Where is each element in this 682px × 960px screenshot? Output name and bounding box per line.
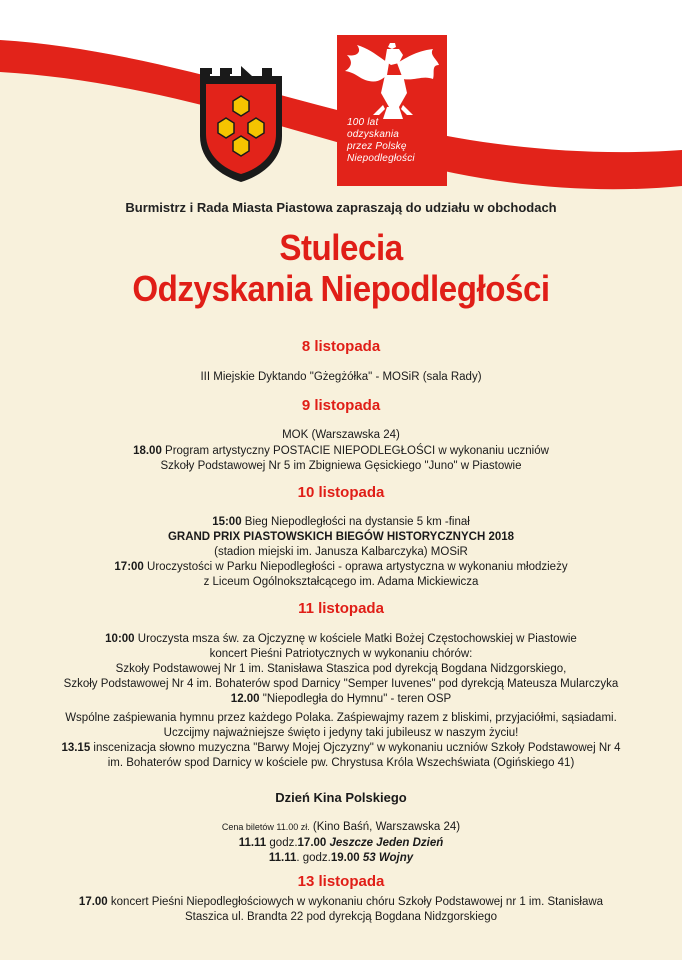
event-line — [0, 560, 682, 574]
event-text: Bieg Niepodległości na dystansie 5 km -finał — [241, 516, 470, 528]
event-line: im. Bohaterów spod Darnicy w kościele pw. Chrystusa Króla Wszechświata (Ogińskiego 41) — [107, 757, 575, 769]
event-time: 17.00 — [78, 896, 108, 908]
event-time: 12.00 — [230, 693, 260, 705]
emblem-caption-line: przez Polskę — [347, 141, 407, 152]
film-title: Jeszcze Jeden Dzień — [326, 837, 444, 849]
event-text: koncert Pieśni Niepodległościowych w wykonaniu chóru Szkoły Podstawowej nr 1 im. Stanisława — [107, 896, 604, 908]
emblem-caption-line: 100 lat — [347, 117, 379, 128]
event-line — [0, 895, 682, 909]
event-line — [0, 632, 682, 646]
event-text: Uroczystości w Parku Niepodległości - oprawa artystyczna w wykonaniu młodzieży — [143, 561, 568, 573]
date-heading-9: 9 listopada — [301, 397, 381, 414]
date-heading-8: 8 listopada — [301, 338, 381, 355]
event-line — [0, 820, 682, 834]
screening-time: 17.00 — [297, 837, 327, 849]
date-heading-11: 11 listopada — [298, 600, 384, 617]
event-line: (stadion miejski im. Janusza Kalbarczyka) MOSiR — [214, 546, 468, 558]
event-time: 17:00 — [114, 561, 144, 573]
kino-heading: Dzień Kina Polskiego — [275, 790, 407, 805]
event-time: 18.00 — [133, 445, 162, 457]
date-heading-10: 10 listopada — [297, 484, 385, 501]
coat-of-arms-icon — [196, 66, 286, 182]
event-line: Uczcijmy najważniejsze święto i jedyny taki jubileusz w naszym życiu! — [163, 727, 519, 739]
event-time: 15:00 — [212, 516, 242, 528]
event-text: Program artystyczny POSTACIE NIEPODLEGŁOŚCI w wykonaniu uczniów — [161, 445, 549, 457]
screening-date: 11.11 — [238, 837, 267, 849]
title-line-1: Stulecia — [279, 227, 403, 268]
emblem-caption-line: odzyskania — [347, 129, 400, 140]
godz-label: godz. — [266, 837, 298, 849]
event-time: 13.15 — [61, 742, 91, 754]
event-line: MOK (Warszawska 24) — [282, 429, 400, 441]
screening-time: 19.00 — [330, 852, 360, 864]
screening-line — [0, 851, 682, 865]
event-time: 10:00 — [105, 633, 135, 645]
event-text: Uroczysta msza św. za Ojczyznę w kościele Matki Bożej Częstochowskiej w Piastowie — [134, 633, 577, 645]
event-line: Staszica ul. Brandta 22 pod dyrekcją Bogdana Nidzgorskiego — [185, 911, 497, 923]
ticket-price: Cena biletów 11.00 zł. — [221, 822, 310, 832]
event-line: Wspólne zaśpiewania hymnu przez każdego Polaka. Zaśpiewajmy razem z bliskimi, przyjaciółmi, sąsiadami. — [65, 712, 617, 724]
event-line — [0, 692, 682, 706]
event-line: Szkoły Podstawowej Nr 1 im. Stanisława Staszica pod dyrekcją Bogdana Nidzgorskiego, — [115, 663, 567, 675]
intro-text: Burmistrz i Rada Miasta Piastowa zapraszają do udziału w obchodach — [125, 200, 557, 215]
date-heading-13: 13 listopada — [297, 873, 385, 890]
event-line: Szkoły Podstawowej Nr 5 im Zbigniewa Gęsickiego "Juno" w Piastowie — [160, 460, 522, 472]
emblem-caption-line: Niepodległości — [347, 153, 415, 164]
event-text: "Niepodległa do Hymnu" - teren OSP — [259, 693, 452, 705]
event-line — [0, 515, 682, 529]
event-line: GRAND PRIX PIASTOWSKICH BIEGÓW HISTORYCZNYCH 2018 — [167, 531, 515, 543]
event-line: koncert Pieśni Patriotycznych w wykonaniu chórów: — [209, 648, 473, 660]
film-title: 53 Wojny — [359, 852, 414, 864]
event-line — [0, 741, 682, 755]
title-line-2: Odzyskania Niepodległości — [132, 268, 550, 309]
godz-label: . godz. — [296, 852, 331, 864]
centenary-emblem — [337, 35, 447, 186]
event-line: z Liceum Ogólnokształcącego im. Adama Mickiewicza — [203, 576, 479, 588]
screening-date: 11.11 — [268, 852, 297, 864]
event-line — [0, 444, 682, 458]
event-text: inscenizacja słowno muzyczna "Barwy Mojej Ojczyzny" w wykonaniu uczniów Szkoły Podstawowej Nr 4 — [90, 742, 621, 754]
event-line: III Miejskie Dyktando "Gżegżółka" - MOSiR (sala Rady) — [200, 371, 482, 383]
screening-line — [0, 836, 682, 850]
event-text: (Kino Baśń, Warszawska 24) — [309, 821, 461, 833]
event-line: Szkoły Podstawowej Nr 4 im. Bohaterów spod Darnicy "Semper Iuvenes" pod dyrekcją Mateusza Mularczyka — [63, 678, 619, 690]
emblem-caption — [347, 117, 445, 165]
